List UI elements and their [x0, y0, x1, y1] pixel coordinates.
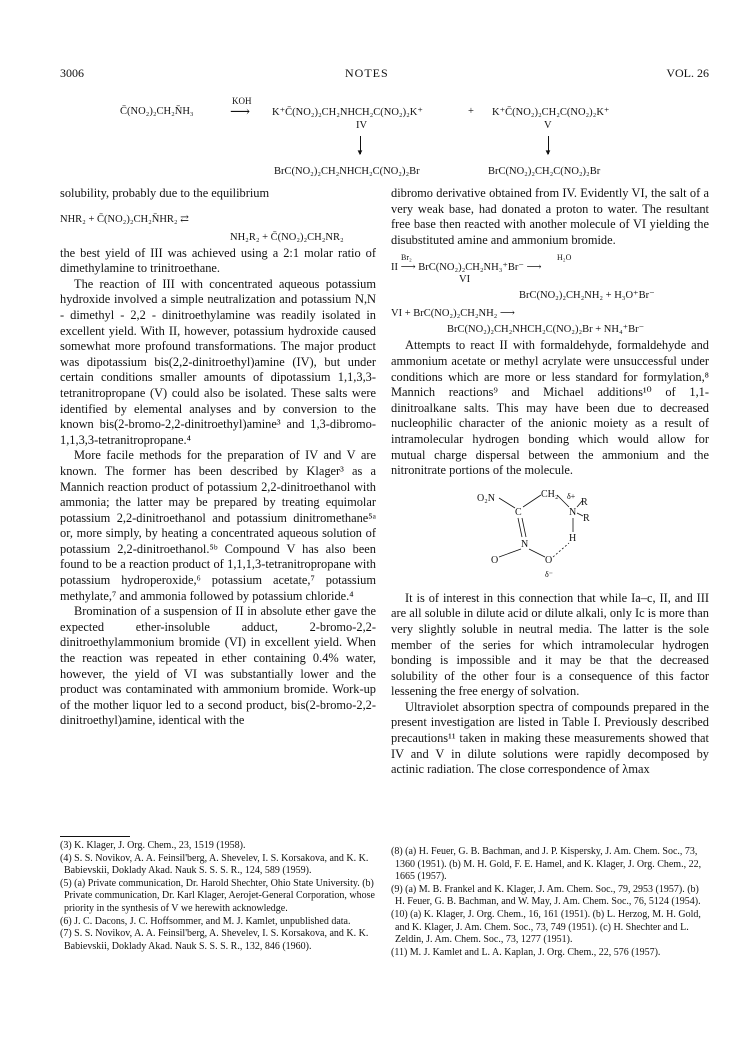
scheme-bromo-v: BrC(NO₂)₂CH₂C(NO₂)₂Br [488, 166, 601, 177]
scheme-reactant: C̄(NO₂)₂CH₂N̄H₃ [120, 106, 194, 117]
label-v: V [544, 120, 552, 131]
double-bond [522, 518, 526, 537]
label-iv: IV [356, 120, 368, 131]
reaction-scheme [60, 96, 710, 182]
scheme-arrow: ⟶ [230, 105, 251, 120]
hydrogen-bond [553, 543, 569, 557]
footnote: (5) (a) Private communication, Dr. Harold Shechter, Ohio State University. (b) Private communication, Dr. Karl Klager, Aerojet-General Corporation, whose priority in the synthesis of V we herewith acknowledge. [60, 877, 375, 914]
footnote: (8) (a) H. Feuer, G. B. Bachman, and J. P. Kispersky, J. Am. Chem. Soc., 73, 1360 (1951). (b) M. H. Gold, F. E. Hamel, and K. Klager, J. Org. Chem., 22, 1665 (1957). [391, 846, 702, 883]
volume-label: VOL. 26 [666, 66, 709, 80]
struct-c: C [515, 506, 522, 518]
footnotes-left [60, 840, 376, 953]
struct-ch2: CH₂ [541, 488, 559, 500]
bond [529, 549, 545, 557]
paragraph: Bromination of a suspension of II in absolute ether gave the expected ether-insoluble adduct, 2-bromo-2,2-dinitroethylammonium bromide (VI) in excellent yield. When the reaction was repeated in ether containing 0.4% water, however, the yield of VI was substantially lower and the product was contaminated with ammonium bromide. Work-up of the mother liquor led to a second product, bis(2-bromo-2,2-dinitroethyl)amine, identical with the [60, 604, 376, 728]
paragraph: the best yield of III was achieved using a 2:1 molar ratio of dimethylamine to trinitroethane. [60, 245, 376, 276]
equation-label: VI [459, 274, 471, 286]
paragraph: Ultraviolet absorption spectra of compounds prepared in the present investigation are listed in Table I. Previously described precautions¹¹ taken in making these measurements showed that IV and V in dilute solutions were rapidly decomposed by actinic radiation. The close correspondence of λmax [391, 699, 709, 777]
equation-part: BrC(NO₂)₂CH₂NH₂ + H₃O⁺Br⁻ [519, 290, 655, 302]
paragraph: More facile methods for the preparation of IV and V are known. The former has been described by Klager³ as a Mannich reaction product of potassium 2,2-dinitroethanol with ammonia; the latter may be prepared by treating equimolar potassium 2,2-dinitroethanol and potassium dinitromethane⁵ᵃ or, more simply, by heating a concentrated aqueous solution of potassium 2,2-dinitroethanol.⁵ᵇ Compound V has also been found to be a reaction product of 1,1,1,3-tetranitropropane with potassium hydroperoxide,⁶ potassium acetate,⁷ potassium methylate,⁷ and ammonia followed by potassium chloride.⁴ [60, 448, 376, 603]
struct-o1: O [491, 554, 499, 566]
paragraph: dibromo derivative obtained from IV. Evidently VI, the salt of a very weak base, had donated a proton to water. The resultant free base then reacted with another molecule of VI yielding the disubstituted amine and ammonium bromide. [391, 186, 709, 247]
scheme-plus: + [468, 106, 474, 117]
scheme-bromo-iv: BrC(NO₂)₂CH₂NHCH₂C(NO₂)₂Br [274, 166, 420, 177]
scheme-product-v: K⁺C̄(NO₂)₂CH₂C(NO₂)₂K⁺ [492, 107, 610, 118]
structure-diagram [391, 485, 709, 581]
section-title: NOTES [345, 66, 389, 80]
struct-delta-minus: δ⁻ [545, 569, 553, 579]
struct-o2n: O₂N [477, 492, 495, 504]
arrowhead-iv: ▼ [356, 148, 364, 157]
equation-part: VI + BrC(NO₂)₂CH₂NH₂ ⟶ [391, 308, 515, 320]
struct-r1: R [581, 496, 588, 508]
left-column [60, 186, 376, 729]
hydrogen-bond-structure [391, 485, 709, 581]
equation-part: BrC(NO₂)₂CH₂NHCH₂C(NO₂)₂Br + NH₄⁺Br⁻ [447, 324, 645, 336]
double-bond [518, 518, 522, 537]
equation-reagent: H₂O [557, 253, 572, 263]
page-number: 3006 [60, 66, 84, 80]
footnote: (10) (a) K. Klager, J. Org. Chem., 16, 161 (1951). (b) L. Herzog, M. H. Gold, and K. Klager, J. Am. Chem. Soc., 73, 749 (1951). (c) H. Shechter and L. Zeldin, J. Am. Chem. Soc., 73, 1277 (1951). [391, 908, 701, 946]
equation-part: NH₂R₂ + C̄(NO₂)₂CH₂NR₂ [230, 231, 344, 243]
bromination-equations [391, 252, 709, 334]
footnote: (7) S. S. Novikov, A. A. Feinsil'berg, A. Shevelev, I. S. Korsakova, and K. K. Babievskii, Doklady Akad. Nauk S. S. S. R., 132, 846 (1960). [60, 928, 369, 952]
footnote: (9) (a) M. B. Frankel and K. Klager, J. Am. Chem. Soc., 79, 2953 (1957). (b) H. Feuer, G. B. Bachman, and W. May, J. Am. Chem. Soc., 76, 5124 (1954). [391, 883, 701, 908]
paragraph: Attempts to react II with formaldehyde, formaldehyde and ammonium acetate or methyl acrylate were unsuccessful under conditions which are more or less standard for formylation,⁸ Mannich reactions⁹ and Michael additions¹⁰ of 1,1-dinitroalkane salts. This may have been due to decreased nucleophilic character of the anionic moiety as a result of intramolecular hydrogen bonding which would allow for mutual charge dispersal between the ammonium and the nitronitrate portions of the molecule. [391, 338, 709, 478]
bond [499, 549, 521, 557]
paragraph: solubility, probably due to the equilibrium [60, 186, 270, 200]
footnotes-right [391, 846, 709, 959]
footnote: (6) J. C. Dacons, J. C. Hoffsommer, and M. J. Kamlet, unpublished data. [60, 915, 351, 927]
footnote: (4) S. S. Novikov, A. A. Feinsil'berg, A. Shevelev, I. S. Korsakova, and K. K. Babievskii, Doklady Akad. Nauk S. S. S. R., 124, 589 (1959). [60, 852, 369, 877]
bond [523, 495, 541, 507]
paragraph: It is of interest in this connection that while Ia–c, II, and III are all soluble in dilute acid or dilute alkali, only Ic is more than very slightly soluble in neutral media. The latter is the sole member of the series for which intramolecular hydrogen bonding is impossible and it may be that the decreased solubility of the other four is a consequence of this factor lessening the free energy of solvation. [391, 590, 709, 699]
arrowhead-v: ▼ [544, 148, 552, 157]
struct-o2: O [545, 554, 553, 566]
paragraph: The reaction of III with concentrated aqueous potassium hydroxide involved a simple neutralization and potassium N,N - dimethyl - 2,2 - dinitroethylamine was readily isolated in excellent yield. With II, however, potassium hydroxide caused somewhat more profound transformations. The major product was dipotassium bis(2,2-dinitroethyl)amine (IV), but under certain conditions smaller amounts of dipotassium 1,1,3,3-tetranitropropane (V) could also be isolated. These salts were identified by elemental analyses and by conversion to the known bis(2-bromo-2,2-dinitroethyl)amine³ and 1,3-dibromo-1,1,3,3-tetranitropropane.⁴ [60, 276, 376, 447]
equilibrium-equation [60, 206, 376, 242]
equation-part: II ⟶ BrC(NO₂)₂CH₂NH₃⁺Br⁻ ⟶ [391, 262, 542, 274]
footnote: (11) M. J. Kamlet and L. A. Kaplan, J. Org. Chem., 22, 576 (1957). [391, 946, 661, 958]
scheme-product-iv: K⁺C̄(NO₂)₂CH₂NHCH₂C(NO₂)₂K⁺ [272, 107, 423, 118]
equation-part: NHR₂ + C̄(NO₂)₂CH₂N̄HR₂ ⇄ [60, 213, 189, 225]
struct-n-plus: N [569, 506, 577, 518]
struct-r2: R [583, 512, 590, 524]
struct-n: N [521, 538, 529, 550]
struct-h: H [569, 532, 577, 544]
right-column [391, 186, 709, 778]
footnote-rule [60, 836, 130, 837]
bond [499, 498, 515, 508]
struct-delta-plus: δ+ [567, 491, 576, 501]
equation-reagent: Br₂ [401, 253, 412, 263]
footnote: (3) K. Klager, J. Org. Chem., 23, 1519 (1958). [60, 840, 246, 851]
scheme-reagent: KOH [232, 96, 252, 106]
